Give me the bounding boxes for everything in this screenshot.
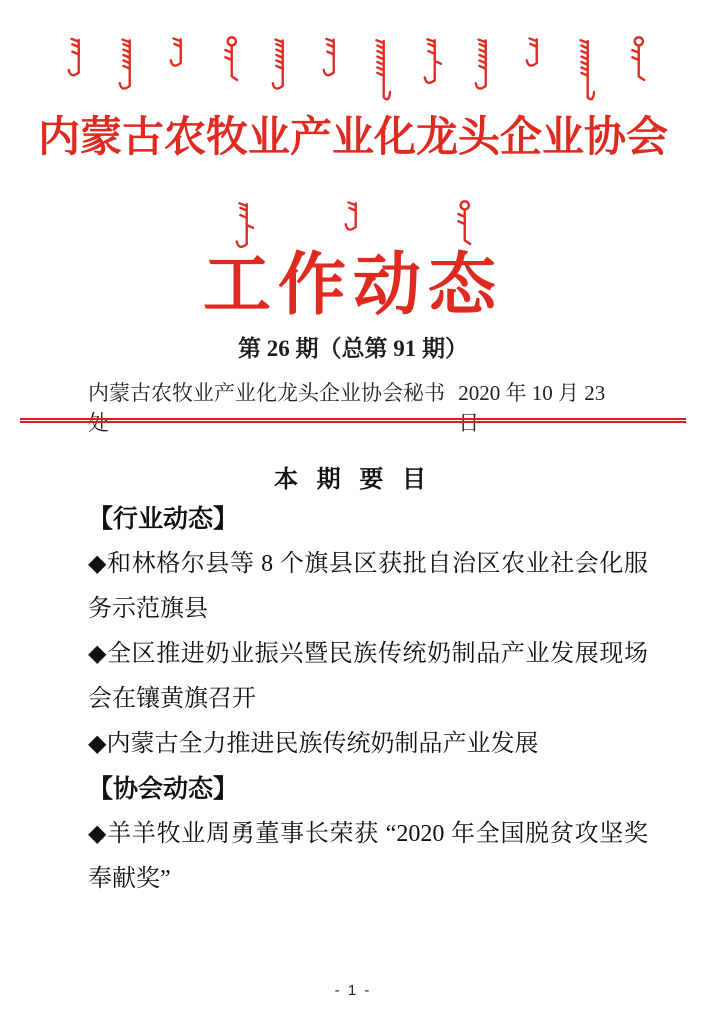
toc-item: ◆羊羊牧业周勇董事长荣获 “2020 年全国脱贫攻坚奖奉献奖” [88, 821, 648, 892]
toc-list [88, 497, 648, 902]
red-divider-rule [20, 418, 686, 423]
mongolian-glyph-icon [343, 200, 363, 234]
toc-item: ◆内蒙古全力推进民族传统奶制品产业发展 [88, 731, 539, 757]
mongolian-glyph-icon [168, 36, 188, 70]
publish-date: 2020 年 10 月 23 日 [458, 381, 606, 435]
mongolian-glyph-icon [321, 36, 341, 80]
mongolian-glyph-icon [422, 36, 442, 88]
mongolian-glyph-icon [371, 36, 391, 108]
mongolian-script-row-top [66, 36, 646, 108]
mongolian-glyph-icon [524, 36, 544, 70]
mongolian-glyph-icon [66, 36, 86, 80]
mongolian-glyph-icon [117, 36, 137, 94]
mongolian-glyph-icon [575, 36, 595, 108]
mongolian-glyph-icon [270, 36, 290, 94]
org-title: 内蒙古农牧业产业化龙头企业协会 [37, 115, 668, 161]
page-number: - 1 - [334, 982, 372, 999]
mongolian-glyph-icon [626, 36, 646, 84]
publisher-row [88, 377, 628, 437]
toc-section-label-industry: 【行业动态】 [88, 505, 239, 533]
mongolian-glyph-icon [219, 36, 239, 84]
toc-section-label-association: 【协会动态】 [88, 775, 239, 803]
doc-title: 工作动态 [202, 247, 503, 323]
toc-item: ◆和林格尔县等 8 个旗县区获批自治区农业社会化服务示范旗县 [88, 551, 648, 622]
issue-line: 第 26 期（总第 91 期） [238, 336, 468, 361]
toc-heading: 本 期 要 目 [273, 466, 432, 493]
mongolian-glyph-icon [473, 36, 493, 94]
publisher-name: 内蒙古农牧业产业化龙头企业协会秘书处 [88, 381, 445, 435]
toc-item: ◆全区推进奶业振兴暨民族传统奶制品产业发展现场会在镶黄旗召开 [88, 641, 648, 712]
